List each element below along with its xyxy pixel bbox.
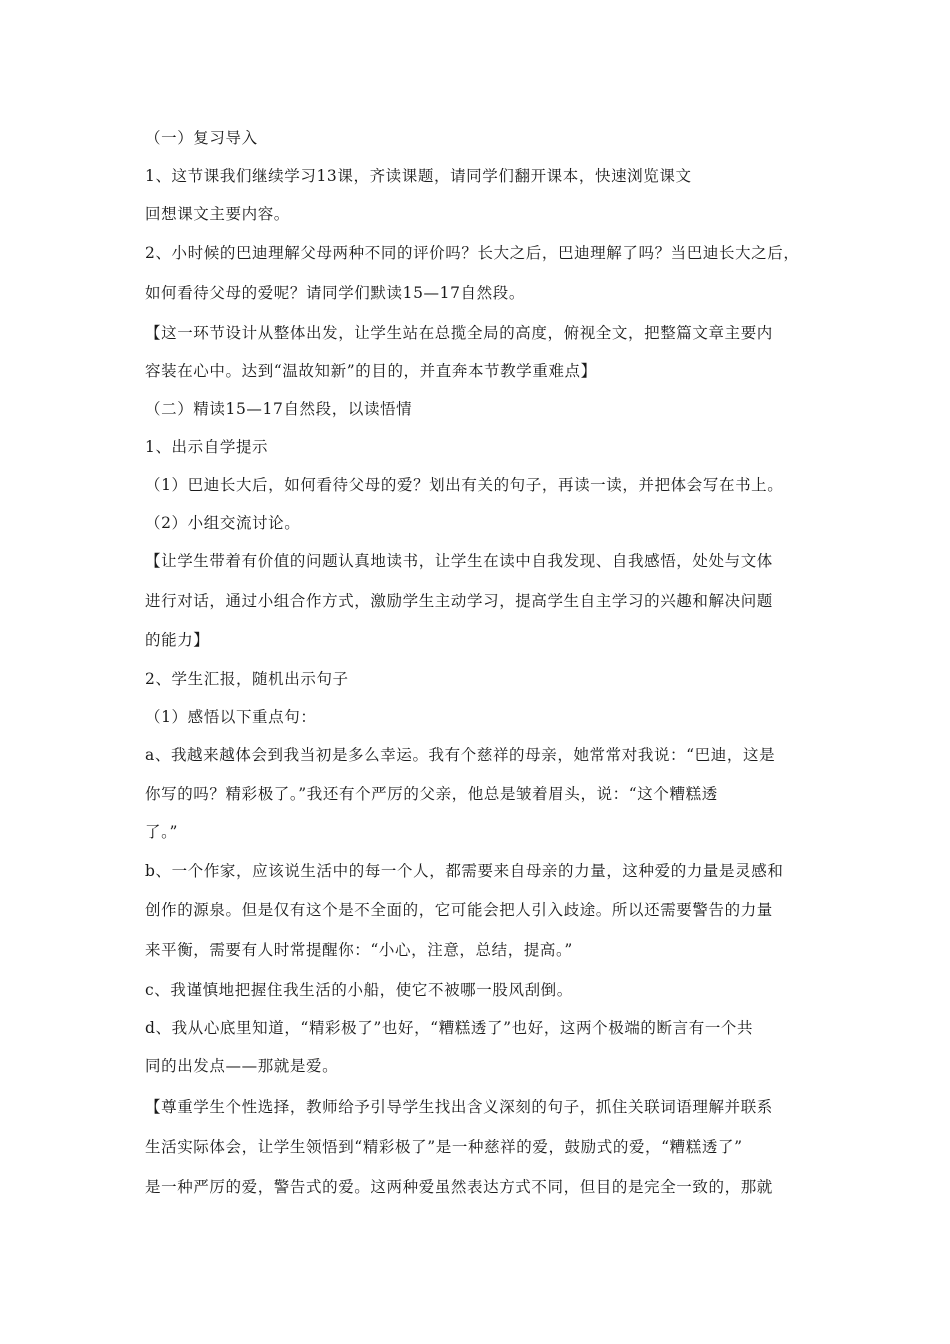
paragraph-line: 2、小时候的巴迪理解父母两种不同的评价吗？长大之后，巴迪理解了吗？当巴迪长大之后， xyxy=(145,244,800,262)
paragraph-line: （1）感悟以下重点句： xyxy=(145,708,317,726)
section-heading-review: （一）复习导入 xyxy=(145,129,258,147)
design-note-line: 【尊重学生个性选择，教师给予引导学生找出含义深刻的句子，抓住关联词语理解并联系 xyxy=(145,1098,773,1116)
design-note-line: 【让学生带着有价值的问题认真地读书，让学生在读中自我发现、自我感悟，处处与文体 xyxy=(145,552,773,570)
paragraph-line: 回想课文主要内容。 xyxy=(145,205,290,223)
quote-line: 创作的源泉。但是仅有这个是不全面的，它可能会把人引入歧途。所以还需要警告的力量 xyxy=(145,901,773,919)
design-note-line: 容装在心中。达到“温故知新”的目的，并直奔本节教学重难点】 xyxy=(145,362,597,380)
quote-line: 了。” xyxy=(145,823,178,841)
quote-line: 你写的吗？精彩极了。”我还有个严厉的父亲，他总是皱着眉头，说：“这个糟糕透 xyxy=(145,785,718,803)
paragraph-line: 1、出示自学提示 xyxy=(145,438,269,456)
quote-line: a、我越来越体会到我当初是多么幸运。我有个慈祥的母亲，她常常对我说：“巴迪，这是 xyxy=(145,746,776,764)
quote-line: d、我从心底里知道，“精彩极了”也好，“糟糕透了”也好，这两个极端的断言有一个共 xyxy=(145,1019,754,1037)
quote-line: 来平衡，需要有人时常提醒你：“小心，注意，总结，提高。” xyxy=(145,941,573,959)
design-note-line: 进行对话，通过小组合作方式，激励学生主动学习，提高学生自主学习的兴趣和解决问题 xyxy=(145,592,773,610)
quote-line: c、我谨慎地把握住我生活的小船，使它不被哪一股风刮倒。 xyxy=(145,981,573,999)
design-note-line: 【这一环节设计从整体出发，让学生站在总揽全局的高度，俯视全文，把整篇文章主要内 xyxy=(145,324,773,342)
section-heading-reading: （二）精读15—17自然段，以读悟情 xyxy=(145,400,413,418)
paragraph-line: 如何看待父母的爱呢？请同学们默读15—17自然段。 xyxy=(145,284,525,302)
design-note-line: 的能力】 xyxy=(145,631,210,649)
paragraph-line: （2）小组交流讨论。 xyxy=(145,514,301,532)
paragraph-line: 1、这节课我们继续学习13课，齐读课题，请同学们翻开课本，快速浏览课文 xyxy=(145,167,692,185)
quote-line: b、一个作家，应该说生活中的每一个人，都需要来自母亲的力量，这种爱的力量是灵感和 xyxy=(145,862,784,880)
design-note-line: 是一种严厉的爱，警告式的爱。这两种爱虽然表达方式不同，但目的是完全一致的，那就 xyxy=(145,1178,773,1196)
paragraph-line: 2、学生汇报，随机出示句子 xyxy=(145,670,349,688)
quote-line: 同的出发点——那就是爱。 xyxy=(145,1057,339,1075)
paragraph-line: （1）巴迪长大后，如何看待父母的爱？划出有关的句子，再读一读，并把体会写在书上。 xyxy=(145,476,784,494)
design-note-line: 生活实际体会，让学生领悟到“精彩极了”是一种慈祥的爱，鼓励式的爱，“糟糕透了” xyxy=(145,1138,743,1156)
